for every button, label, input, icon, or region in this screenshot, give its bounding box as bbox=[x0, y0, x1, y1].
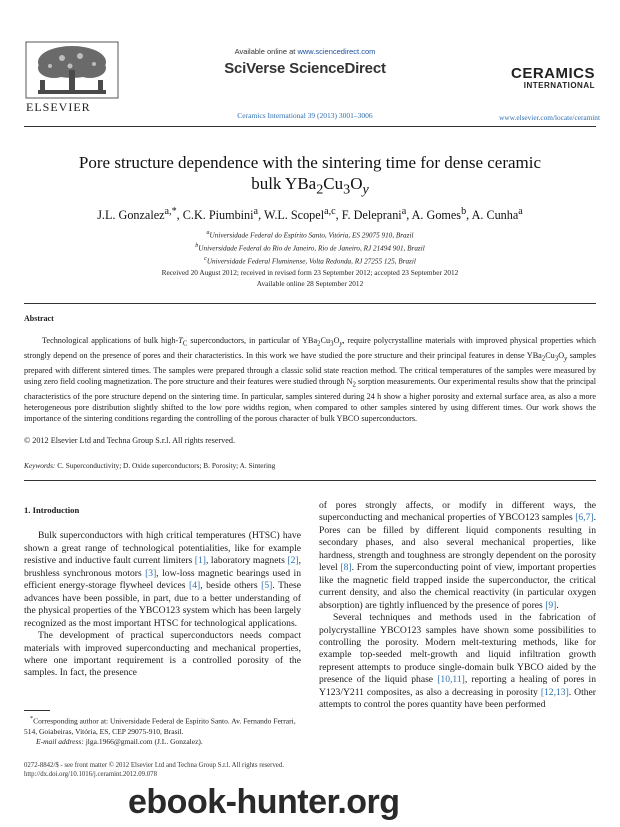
journal-name-line2: INTERNATIONAL bbox=[523, 81, 595, 90]
paragraph: Bulk superconductors with high critical temperatures (HTSC) have shown a great range of technological potentialities, like for example resistive and inductive fault current limiters [1], laboratory magnets [2], brushless synchronous motors [3], low-loss magnetic bearings used in efficient energy-storage flywheel devices [4], beside others [5]. These advances have been possible, in part, due to a better understanding of the physical properties of the YBCO123 system which has been largely recognized as the most important HTSC for technological applications. bbox=[24, 530, 301, 629]
sciencedirect-link[interactable]: www.sciencedirect.com bbox=[297, 47, 376, 56]
sciencedirect-brand: SciVerse ScienceDirect bbox=[224, 60, 386, 77]
header-center bbox=[150, 47, 460, 120]
abstract-bottom-rule bbox=[24, 480, 596, 481]
author[interactable]: C.K. Piumbini$^a$ bbox=[182, 206, 259, 223]
author-list: J.L. Gonzalez$^{a,*}$, C.K. Piumbini$^a$, W.L. Scopel$^{a,c}$, F. Deleprani$^a$, A. Gomes$^b$, A. Cunha$^a$ bbox=[97, 206, 523, 223]
journal-name-line1: CERAMICS bbox=[510, 65, 595, 82]
author[interactable]: A. Gomes$^b$ bbox=[411, 206, 467, 223]
front-matter-info: 0272-8842/$ - see front matter © 2012 Elsevier Ltd and Techna Group S.r.l. All rights reserved. http://dx.doi.org/10.1016/j.ceramint.2012.09.078 bbox=[24, 762, 284, 778]
citation-link[interactable]: [5] bbox=[261, 580, 273, 592]
footnote-rule bbox=[24, 710, 50, 711]
article-title: Pore structure dependence with the sintering time for dense ceramic bulk $YBa_2Cu_3O_y$ bbox=[78, 153, 542, 198]
journal-logo bbox=[475, 66, 595, 90]
paragraph: Several techniques and methods used in the fabrication of polycrystalline YBCO123 samples have shown some possibilities to controlling the porosity. Modern melt-texturing methods, like for example top-seeded melt-growth and liquid infiltration growth represent attempts to produce single-domain bulk YBCO aided by the presence of the liquid phase [10,11], reporting a healing of pores in Y123/Y211 composites, as also a decreasing in porosity [12,13]. Other attempts to control the pores quantity have been performed bbox=[319, 612, 596, 711]
header-rule bbox=[24, 126, 596, 127]
citation-link[interactable]: [8] bbox=[340, 562, 352, 574]
author[interactable]: F. Deleprani$^a$ bbox=[341, 206, 407, 223]
citation-link[interactable]: [9] bbox=[545, 599, 557, 611]
article-dates bbox=[40, 268, 580, 289]
author[interactable]: A. Cunha$^a$ bbox=[471, 206, 523, 223]
citation-link[interactable]: [1] bbox=[194, 555, 206, 567]
paragraph: The development of practical superconductors needs compact materials with improved superconducting and mechanical properties, where one important requirement is a controlled porosity of the samples. In fact, the presence bbox=[24, 630, 301, 679]
abstract-text: Technological applications of bulk high-$T_C$ superconductors, in particular of $YBa_2Cu_3O_y$, require polycrystalline materials with improved physical properties which strongly depend on the presence of pores and their characteristics. In this work we have studied the pore structure and their principal features in dense $YBa_2Cu_3O_y$ samples prepared with different sintered times. The samples were prepared through a classic solid state reaction method. The critical temperatures of the samples were measured by using zero field cooling magnetization. The pore structure and their features were studied through $N_2$ sorption measurements. Our experimental results show that the principal characteristics of the pore structure depend on the sintering time. In particular, samples sintered during 24 h show a higher porosity and external surface area, as also a more heterogeneous pore distribution slightly shifted to the low pore widths region, when compared to other samples sintered by using different times. Our work shows the importance of the sintering conditions regarding the controlling of the porous character of bulk YBCO superconductors. bbox=[24, 336, 596, 424]
citation-link[interactable]: [3] bbox=[145, 567, 157, 579]
received-dates: Received 20 August 2012; received in revised form 23 September 2012; accepted 23 September 2012 bbox=[161, 268, 459, 277]
abstract-copyright: © 2012 Elsevier Ltd and Techna Group S.r.l. All rights reserved. bbox=[24, 436, 236, 445]
body-column-right bbox=[319, 500, 596, 712]
publisher-name: ELSEVIER bbox=[26, 100, 91, 114]
body-column-left bbox=[24, 504, 301, 680]
affiliation: $^b$Universidade Federal do Rio de Janeiro, Rio de Janeiro, RJ 21494 901, Brazil bbox=[195, 242, 425, 253]
journal-url-link[interactable]: www.elsevier.com/locate/ceramint bbox=[499, 113, 600, 122]
citation-link[interactable]: [2] bbox=[287, 555, 299, 567]
available-online: Available online at www.sciencedirect.com bbox=[234, 47, 376, 56]
paragraph: of pores strongly affects, or modify in different ways, the superconducting and mechanical properties of YBCO123 samples [6,7]. Pores can be filled by different liquid components resulting in secondary phases, and also several mechanical properties, like hardness, strength and toughness are strongly dependent on the porosity level [8]. From the superconducting point of view, important properties like the magnetic field trapped inside the superconductor, the critical current density, and also the chemical reactivity (in particular oxygen absorption) are tightly influenced by the presence of pores [9]. bbox=[319, 500, 596, 611]
online-date: Available online 28 September 2012 bbox=[256, 278, 364, 288]
author[interactable]: W.L. Scopel$^{a,c}$ bbox=[263, 206, 336, 223]
journal-reference-link[interactable]: Ceramics International 39 (2013) 3001–3006 bbox=[237, 111, 373, 120]
affiliation: $^c$Universidade Federal Fluminense, Volta Redonda, RJ 27255 125, Brazil bbox=[204, 255, 416, 266]
watermark-text: ebook-hunter.org bbox=[128, 783, 400, 821]
citation-link[interactable]: [10,11] bbox=[437, 674, 465, 686]
author[interactable]: J.L. Gonzalez$^{a,*}$ bbox=[97, 206, 177, 223]
doi-link[interactable]: http://dx.doi.org/10.1016/j.ceramint.2012.09.078 bbox=[24, 771, 157, 778]
citation-link[interactable]: [12,13] bbox=[540, 686, 569, 698]
email-link[interactable]: jlga.1966@gmail.com (J.L. Gonzalez). bbox=[85, 736, 203, 746]
abstract-heading: Abstract bbox=[24, 314, 54, 323]
affiliation: $^a$Universidade Federal do Espírito Santo, Vitória, ES 29075 910, Brazil bbox=[206, 230, 414, 240]
section-heading: 1. Introduction bbox=[24, 505, 80, 515]
affiliations bbox=[40, 228, 580, 267]
footnote: *Corresponding author at: Universidade Federal de Espírito Santo. Av. Fernando Ferrari, 514, Goiabeiras, Vitória, ES, CEP 29075-910, Brasil. E-mail address: jlga.1966@gmail.com (J.L. Gonzalez). bbox=[24, 715, 296, 746]
citation-link[interactable]: [6,7] bbox=[575, 512, 594, 524]
abstract-top-rule bbox=[24, 303, 596, 304]
keywords: Keywords: C. Superconductivity; D. Oxide superconductors; B. Porosity; A. Sintering bbox=[24, 461, 276, 470]
citation-link[interactable]: [4] bbox=[189, 580, 201, 592]
